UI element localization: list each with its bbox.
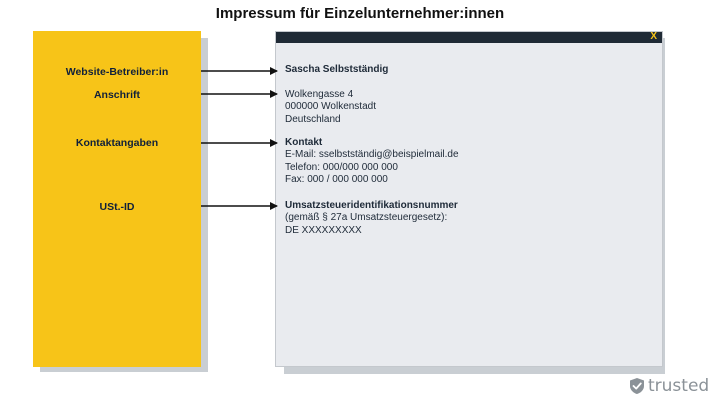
address-line: Wolkengasse 4: [285, 89, 354, 100]
contact-email: E-Mail: sselbstständig@beispielmail.de: [285, 149, 459, 161]
shield-check-icon: [629, 377, 645, 395]
contact-heading: Kontakt: [285, 137, 323, 148]
logo-text: trusted: [648, 376, 710, 396]
close-icon[interactable]: X: [650, 31, 657, 42]
label-website-operator: Website-Betreiber:in: [65, 66, 169, 78]
label-contact: Kontaktangaben: [75, 137, 159, 149]
vat-heading: Umsatzsteueridentifikationsnummer: [285, 200, 458, 211]
trusted-logo: [629, 376, 709, 396]
page-title: Impressum für Einzelunternehmer:innen: [215, 5, 505, 22]
contact-phone: Telefon: 000/000 000 000: [285, 161, 398, 173]
label-vat-id: USt.-ID: [99, 201, 135, 213]
address-line: Deutschland: [285, 113, 341, 125]
address-line: 000000 Wolkenstadt: [285, 101, 376, 113]
vat-note: (gemäß § 27a Umsatzsteuergesetz):: [285, 212, 448, 224]
label-address: Anschrift: [93, 89, 141, 101]
operator-name: Sascha Selbstständig: [285, 64, 389, 75]
contact-fax: Fax: 000 / 000 000 000: [285, 174, 388, 186]
vat-number: DE XXXXXXXXX: [285, 224, 362, 236]
